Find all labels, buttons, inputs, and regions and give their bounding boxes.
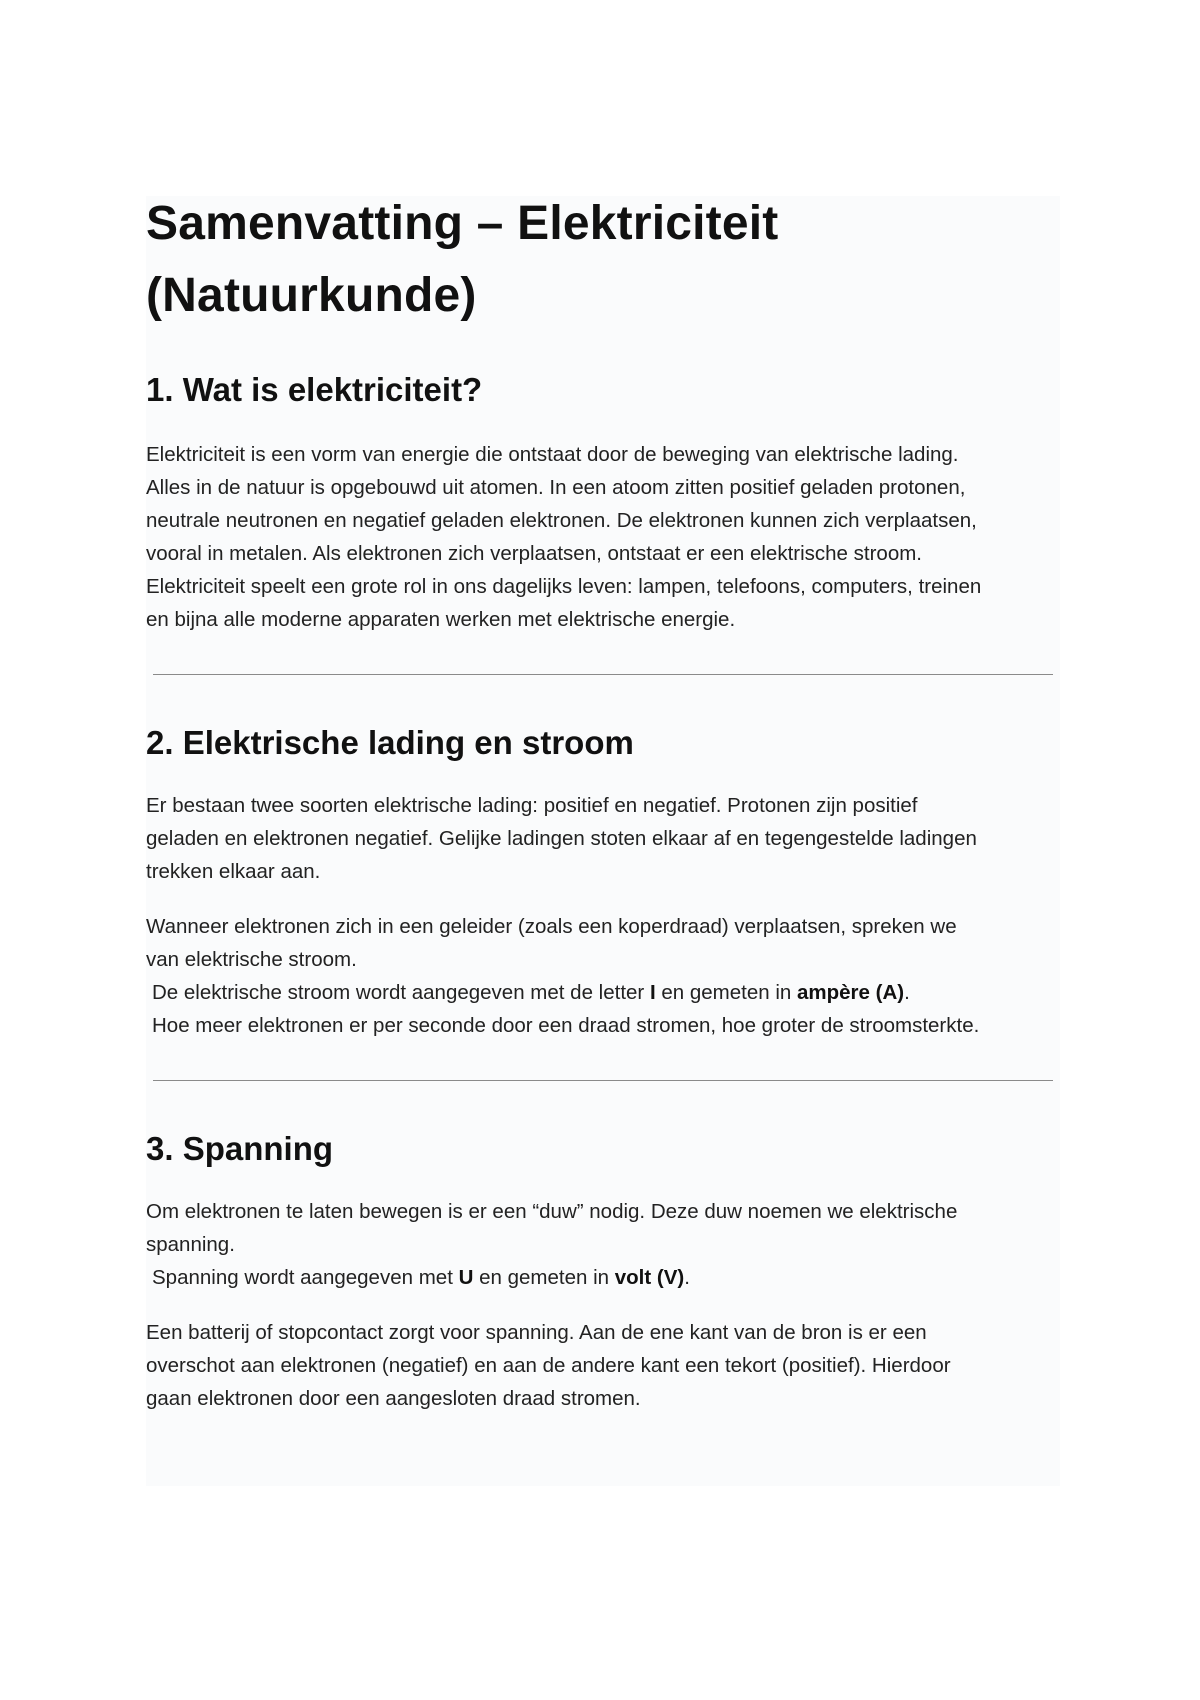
text-line: Om elektronen te laten bewegen is er een “duw” nodig. Deze duw noemen we elektrische — [146, 1200, 958, 1223]
title-line-2: (Natuurkunde) — [146, 269, 477, 322]
section-2-paragraph-2 — [146, 910, 1060, 1042]
current-definition-line: De elektrische stroom wordt aangegeven met de letter I en gemeten in ampère (A). — [152, 981, 910, 1004]
text-line: geladen en elektronen negatief. Gelijke ladingen stoten elkaar af en tegengestelde ladingen — [146, 827, 977, 850]
document-title — [146, 188, 1060, 332]
text-line: Wanneer elektronen zich in een geleider (zoals een koperdraad) verplaatsen, spreken we — [146, 915, 957, 938]
section-1-heading: 1. Wat is elektriciteit? — [146, 371, 483, 408]
text-line: spanning. — [146, 1233, 235, 1256]
voltage-definition-line: Spanning wordt aangegeven met U en gemeten in volt (V). — [152, 1266, 690, 1289]
section-3-heading: 3. Spanning — [146, 1130, 334, 1167]
text-line: Alles in de natuur is opgebouwd uit atomen. In een atoom zitten positief geladen protonen, — [146, 476, 966, 499]
text-line: van elektrische stroom. — [146, 948, 357, 971]
section-divider — [153, 674, 1053, 675]
text-line: Elektriciteit is een vorm van energie die ontstaat door de beweging van elektrische lading. — [146, 443, 959, 466]
section-2-heading: 2. Elektrische lading en stroom — [146, 724, 634, 761]
section-3-paragraph-1 — [146, 1195, 1060, 1294]
text-line: Er bestaan twee soorten elektrische lading: positief en negatief. Protonen zijn positief — [146, 794, 918, 817]
section-1-paragraph — [146, 438, 1060, 636]
text-line: en bijna alle moderne apparaten werken met elektrische energie. — [146, 608, 736, 631]
section-divider — [153, 1080, 1053, 1081]
current-symbol: I — [649, 981, 656, 1004]
text-line: trekken elkaar aan. — [146, 860, 321, 883]
text-line: Een batterij of stopcontact zorgt voor spanning. Aan de ene kant van de bron is er een — [146, 1321, 927, 1344]
text-line: vooral in metalen. Als elektronen zich verplaatsen, ontstaat er een elektrische stroom. — [146, 542, 922, 565]
document-body — [146, 188, 1060, 1415]
text-line: Elektriciteit speelt een grote rol in ons dagelijks leven: lampen, telefoons, computers, treinen — [146, 575, 982, 598]
voltage-unit: volt (V) — [614, 1266, 685, 1289]
text-line: gaan elektronen door een aangesloten draad stromen. — [146, 1387, 641, 1410]
title-line-1: Samenvatting – Elektriciteit — [146, 197, 779, 250]
text-line: neutrale neutronen en negatief geladen elektronen. De elektronen kunnen zich verplaatsen, — [146, 509, 977, 532]
text-line: Hoe meer elektronen er per seconde door een draad stromen, hoe groter de stroomsterkte. — [152, 1014, 980, 1037]
current-unit: ampère (A) — [796, 981, 905, 1004]
section-2-paragraph-1 — [146, 789, 1060, 888]
voltage-symbol: U — [458, 1266, 474, 1289]
section-3-paragraph-2 — [146, 1316, 1060, 1415]
text-line: overschot aan elektronen (negatief) en aan de andere kant een tekort (positief). Hierdoor — [146, 1354, 951, 1377]
